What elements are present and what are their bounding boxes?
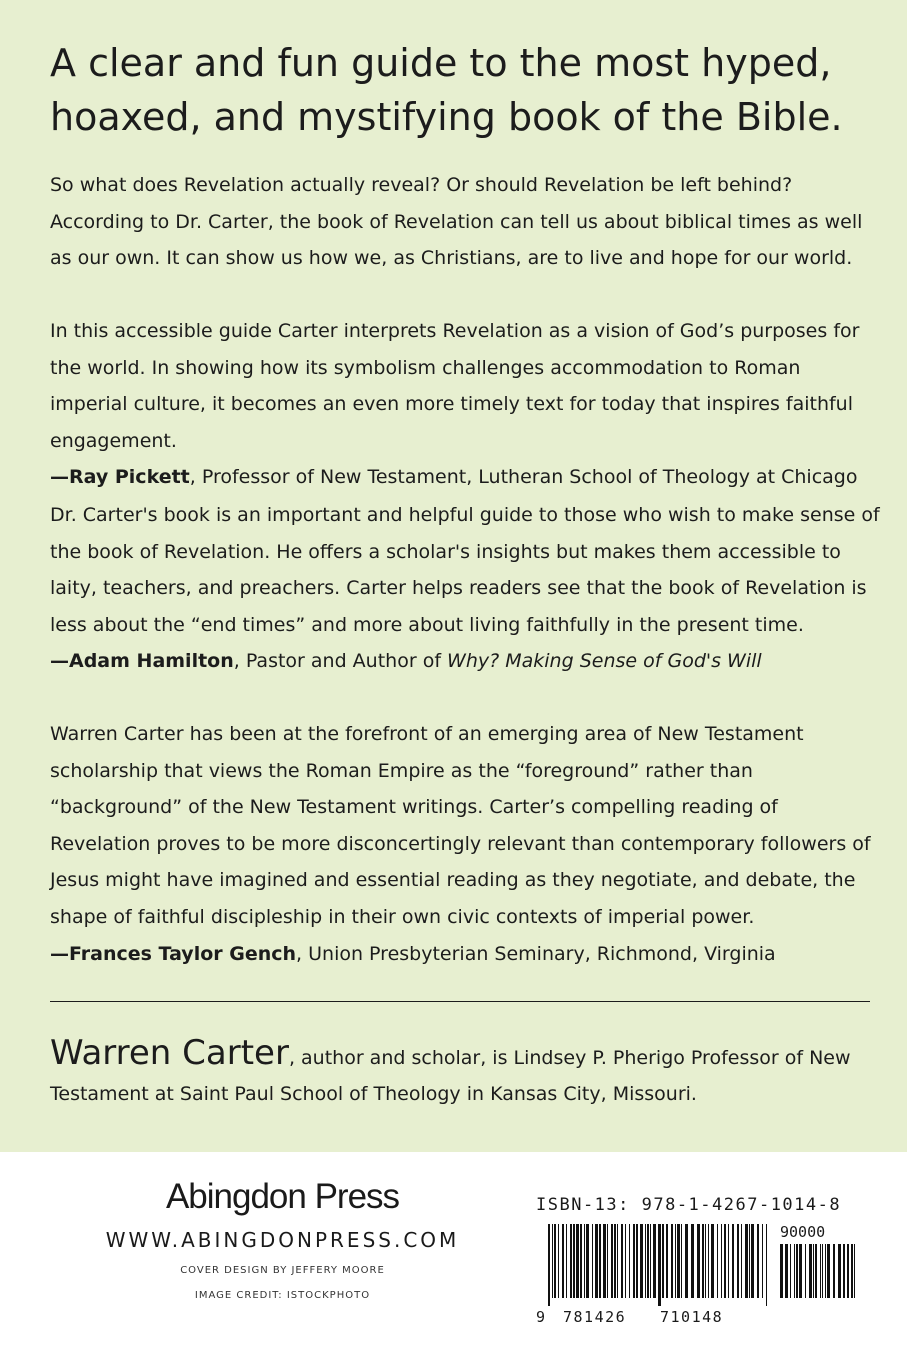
barcode-bar: [636, 1224, 638, 1298]
barcode-bar: [820, 1244, 821, 1298]
endorsement-quote: Warren Carter has been at the forefront of an emerging area of New Testament scholarship that views the Roman Empire as the “foreground” rather than “background” of the New Testament writings. Carter’s compelling reading of Revelation proves to be more disconcertingly relevant than contemporary followers of Jesus might have imagined and essential reading as they negotiate, and debate, the shape of faithful discipleship in their own civic contexts of imperial power.: [50, 723, 871, 928]
barcode-bar: [794, 1244, 795, 1298]
author-bio-text: , author and scholar, is Lindsey P. Pherigo Professor of New Testament at Saint Paul School of Theology in Kansas City, Missouri.: [50, 1047, 851, 1105]
barcode-bar: [822, 1244, 823, 1298]
publisher-logo: Abingdon Press: [165, 1177, 400, 1216]
barcode-bar: [573, 1224, 575, 1298]
barcode-bar: [584, 1224, 585, 1298]
isbn-label: ISBN-13: 978-1-4267-1014-8: [536, 1195, 842, 1215]
barcode-bar: [570, 1224, 572, 1298]
barcode-bar: [697, 1224, 700, 1298]
author-bio: [50, 1035, 880, 1112]
endorsement-quote: In this accessible guide Carter interprets Revelation as a vision of God’s purposes for the world. In showing how its symbolism challenges accommodation to Roman imperial culture, it becomes an even more timely text for today that inspires faithful engagement.: [50, 320, 860, 452]
barcode-bar: [717, 1224, 718, 1298]
barcode-bar: [805, 1244, 806, 1298]
barcode-bar: [562, 1224, 564, 1298]
barcode-bar: [702, 1224, 704, 1298]
barcode-bar: [681, 1224, 682, 1298]
barcode-bar: [745, 1224, 748, 1298]
barcode-bar: [633, 1224, 635, 1298]
barcode-bar: [741, 1224, 742, 1298]
barcode-bar: [785, 1244, 788, 1298]
barcode-bar: [675, 1224, 676, 1298]
barcode-bar: [691, 1224, 694, 1298]
barcode-bar: [705, 1224, 706, 1298]
barcode-bar: [815, 1244, 817, 1298]
barcode-bar: [548, 1224, 550, 1306]
barcode-bar: [708, 1224, 709, 1298]
barcode-digits-right: 710148: [660, 1308, 724, 1326]
endorsement-2: [50, 497, 880, 680]
barcode-bar: [762, 1224, 763, 1298]
barcode-bar: [595, 1224, 598, 1298]
endorser-title: , Union Presbyterian Seminary, Richmond, Virginia: [296, 942, 776, 965]
barcode-bar: [625, 1224, 626, 1298]
headline: A clear and fun guide to the most hyped, hoaxed, and mystifying book of the Bible.: [50, 41, 843, 139]
endorser-name: —Ray Pickett: [50, 466, 190, 489]
barcode-bar: [671, 1224, 673, 1298]
endorsement-quote: Dr. Carter's book is an important and helpful guide to those who wish to make sense of the book of Revelation. He offers a scholar's insights but makes them accessible to laity, teachers, and preachers. Carter helps readers see that the book of Revelation is less about the “end times” and more about living faithfully in the present time.: [50, 504, 880, 636]
barcode-bar: [580, 1224, 582, 1298]
cover-design-credit: COVER DESIGN BY JEFFERY MOORE: [180, 1265, 385, 1276]
barcode-bar: [666, 1224, 668, 1298]
barcode-bar: [607, 1224, 608, 1298]
barcode-bar: [576, 1224, 579, 1298]
price-code: 90000: [780, 1223, 826, 1241]
barcode-digit-first: 9: [536, 1308, 546, 1326]
endorser-book-title: Why? Making Sense of God's Will: [447, 650, 762, 673]
barcode-bar: [732, 1224, 734, 1298]
endorser-name: —Adam Hamilton: [50, 650, 234, 673]
barcode-bar: [653, 1224, 656, 1298]
barcode-bar: [640, 1224, 643, 1298]
barcode-bar: [827, 1244, 830, 1298]
barcode-bar: [796, 1244, 798, 1298]
barcode-bar: [645, 1224, 646, 1298]
barcode-bar: [766, 1224, 767, 1306]
barcode-bar: [592, 1224, 593, 1298]
image-credit: IMAGE CREDIT: ISTOCKPHOTO: [194, 1290, 371, 1301]
barcode-bar: [650, 1224, 651, 1298]
barcode-bar: [799, 1244, 802, 1298]
barcode-bar: [621, 1224, 623, 1298]
barcode-bar: [843, 1244, 845, 1298]
endorser-name: —Frances Taylor Gench: [50, 942, 297, 965]
barcode-bar: [611, 1224, 613, 1298]
barcode-bar: [658, 1224, 661, 1306]
barcode-bar: [825, 1244, 826, 1298]
barcode-bar: [685, 1224, 688, 1298]
barcode-bar: [558, 1224, 559, 1298]
barcode-bar: [749, 1224, 750, 1298]
barcode-bar: [554, 1224, 556, 1298]
barcode-bar: [780, 1244, 783, 1298]
barcode-bar: [603, 1224, 606, 1298]
barcode-bar: [728, 1224, 729, 1298]
barcode-bar: [552, 1224, 553, 1298]
barcode-bar: [757, 1224, 759, 1298]
barcode-bar: [833, 1244, 835, 1298]
barcode-bar: [854, 1244, 855, 1298]
barcode-bar: [751, 1224, 754, 1298]
publisher-website: WWW.ABINGDONPRESS.COM: [105, 1228, 460, 1252]
barcode-bar: [737, 1224, 739, 1298]
barcode-bar: [721, 1224, 722, 1298]
divider-rule: [50, 1001, 870, 1002]
barcode-bar: [614, 1224, 616, 1298]
barcode-bar: [847, 1244, 849, 1298]
barcode-bar: [566, 1224, 567, 1298]
barcode-bar: [711, 1224, 714, 1298]
endorser-title: , Pastor and Author of: [233, 650, 448, 673]
barcode-digits-left: 781426: [563, 1308, 627, 1326]
author-name: Warren Carter: [50, 1033, 289, 1073]
endorsement-3: [50, 716, 880, 972]
barcode-bar: [790, 1244, 791, 1298]
barcode-bar: [838, 1244, 841, 1298]
ean-barcode: [548, 1224, 770, 1306]
barcode-bar: [851, 1244, 853, 1298]
intro-paragraph: So what does Revelation actually reveal? Or should Revelation be left behind? According to Dr. Carter, the book of Revelation can tell us about biblical times as well as our own. It can show us how we, as Christians, are to live and hope for our world.: [50, 174, 863, 270]
barcode-bar: [662, 1224, 664, 1298]
barcode-bar: [586, 1224, 589, 1298]
barcode-bar: [677, 1224, 680, 1298]
addon-barcode: [780, 1244, 858, 1306]
barcode-bar: [629, 1224, 630, 1298]
barcode-bar: [809, 1244, 812, 1298]
barcode-bar: [599, 1224, 601, 1298]
barcode-bar: [724, 1224, 726, 1298]
endorsement-1: [50, 313, 880, 496]
barcode-bar: [813, 1244, 814, 1298]
barcode-bar: [647, 1224, 649, 1298]
endorser-title: , Professor of New Testament, Lutheran School of Theology at Chicago: [189, 466, 858, 489]
barcode-bar: [617, 1224, 618, 1298]
